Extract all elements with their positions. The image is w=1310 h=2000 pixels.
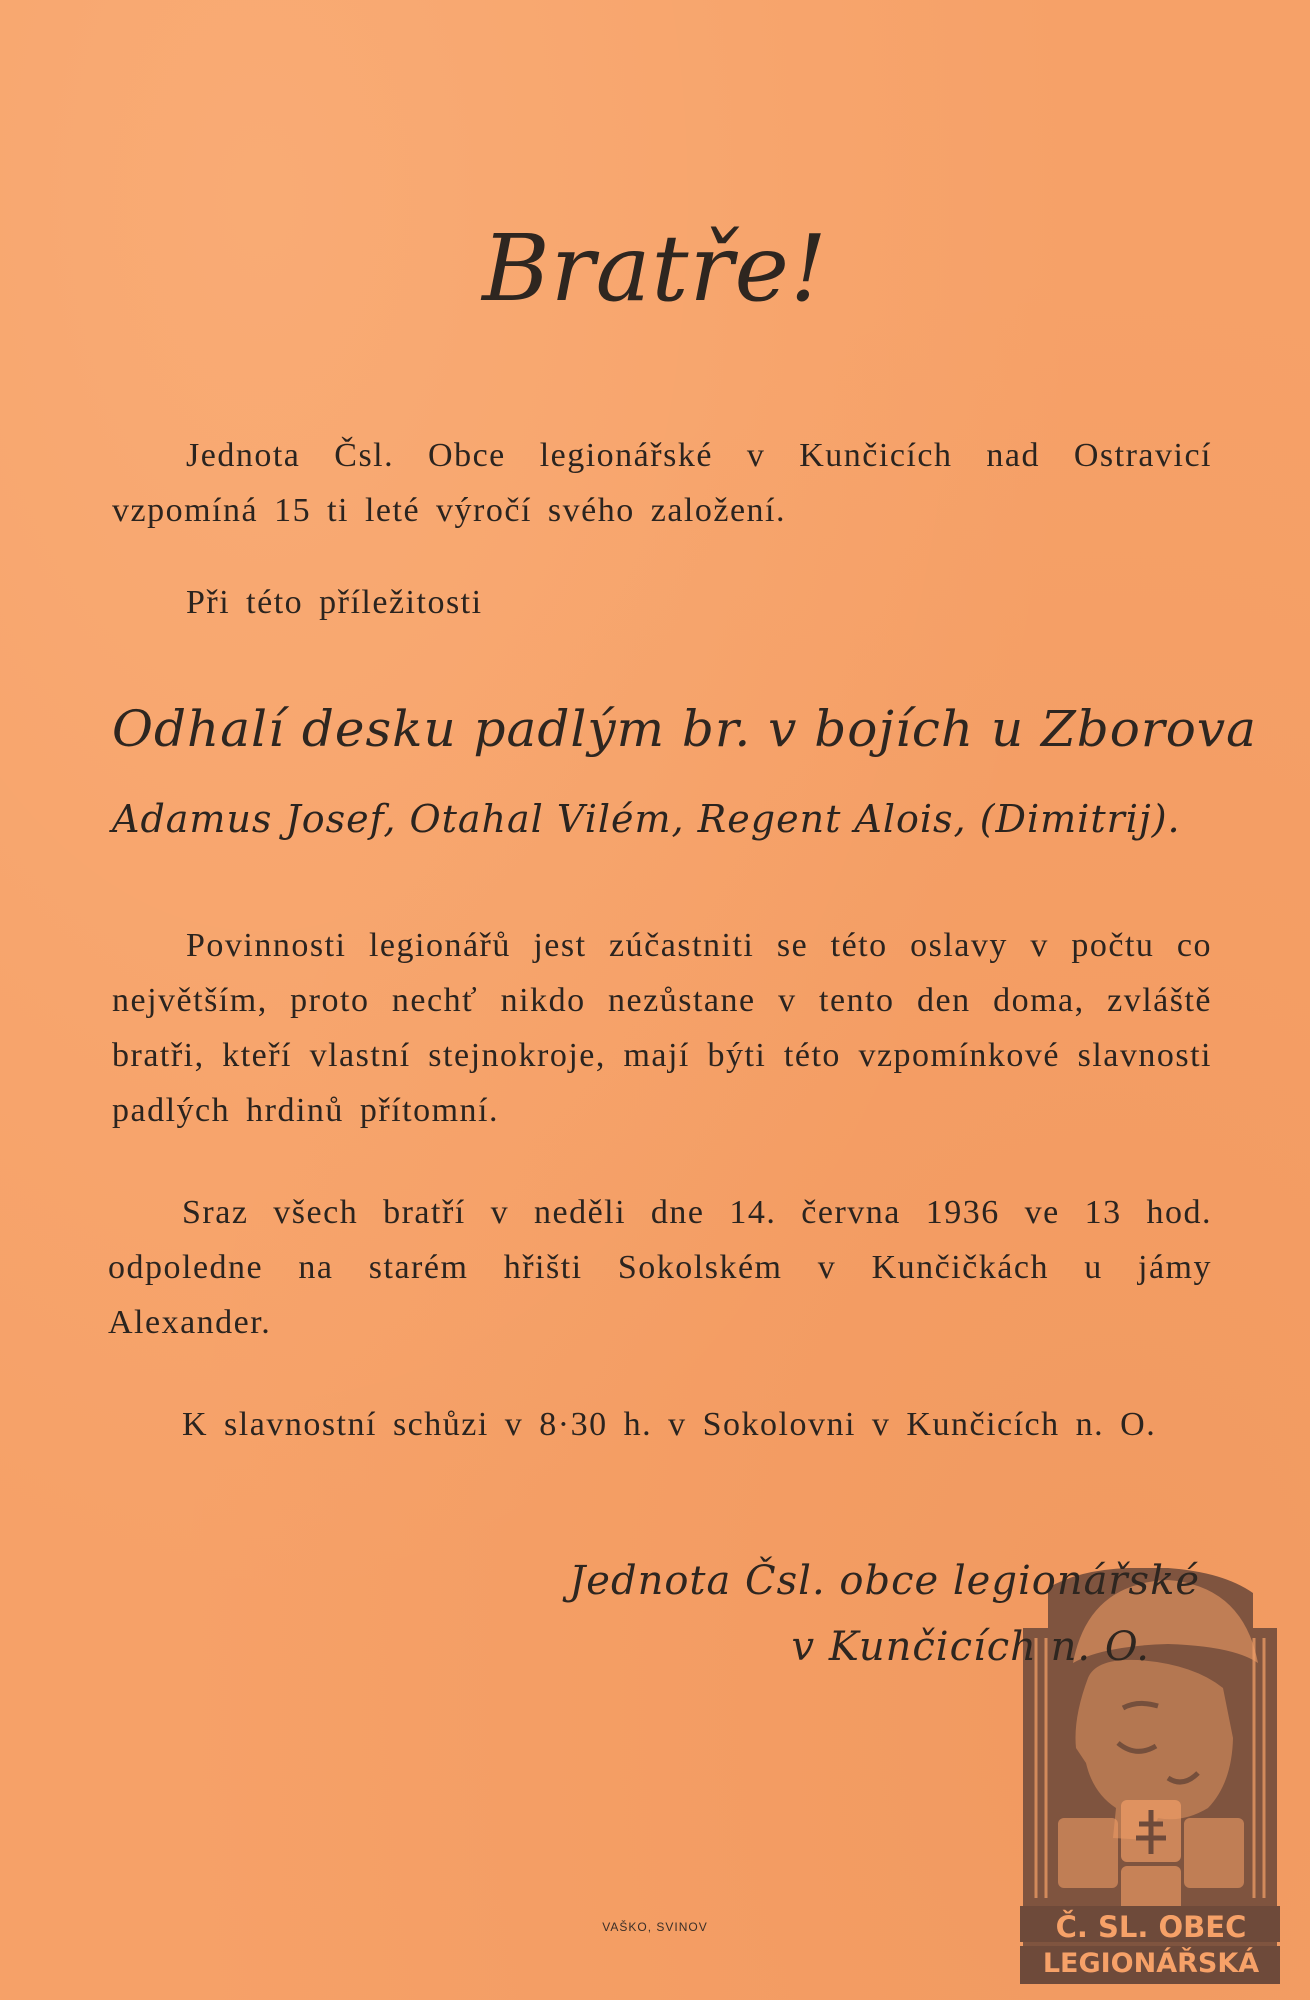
shield-right-icon [1184,1818,1244,1888]
meeting-paragraph: Sraz všech bratří v neděli dne 14. června 1936 ve 13 hod. odpoledne na starém hřišti Sokolském v Kunčičkách u jámy Alexander. [108,1194,1212,1341]
poster-title: Bratře! [482,215,828,322]
signature-block [569,1548,1200,1680]
printer-imprint: VAŠKO, SVINOV [602,1920,708,1934]
shield-left-icon [1058,1818,1118,1888]
duty-paragraph: Povinnosti legionářů jest zúčastniti se této oslavy v počtu co největším, proto nechť nikdo nezůstane v tento den doma, zvláště bratři, kteří vlastní stejnokroje, mají býti této vzpomínkové slavnosti padlých hrdinů přítomní. [112,927,1212,1129]
headline: Odhalí desku padlým br. v bojích u Zborova [112,700,1257,758]
intro-paragraph: Jednota Čsl. Obce legionářské v Kunčicích nad Ostravicí vzpomíná 15 ti leté výročí svého založení. [112,437,1212,529]
emblem-text-top: Č. SL. OBEC [1055,1910,1247,1944]
signature-line-2: v Kunčicích n. O. [791,1624,1150,1670]
fallen-names: Adamus Josef, Otahal Vilém, Regent Alois, (Dimitrij). [112,797,1181,841]
signature-line-1: Jednota Čsl. obce legionářské [569,1558,1200,1604]
emblem-text-bottom: LEGIONÁŘSKÁ [1042,1948,1260,1979]
occasion-line: Při této příležitosti [186,584,483,621]
ceremony-line: K slavnostní schůzi v 8·30 h. v Sokolovni v Kunčicích n. O. [182,1406,1157,1443]
